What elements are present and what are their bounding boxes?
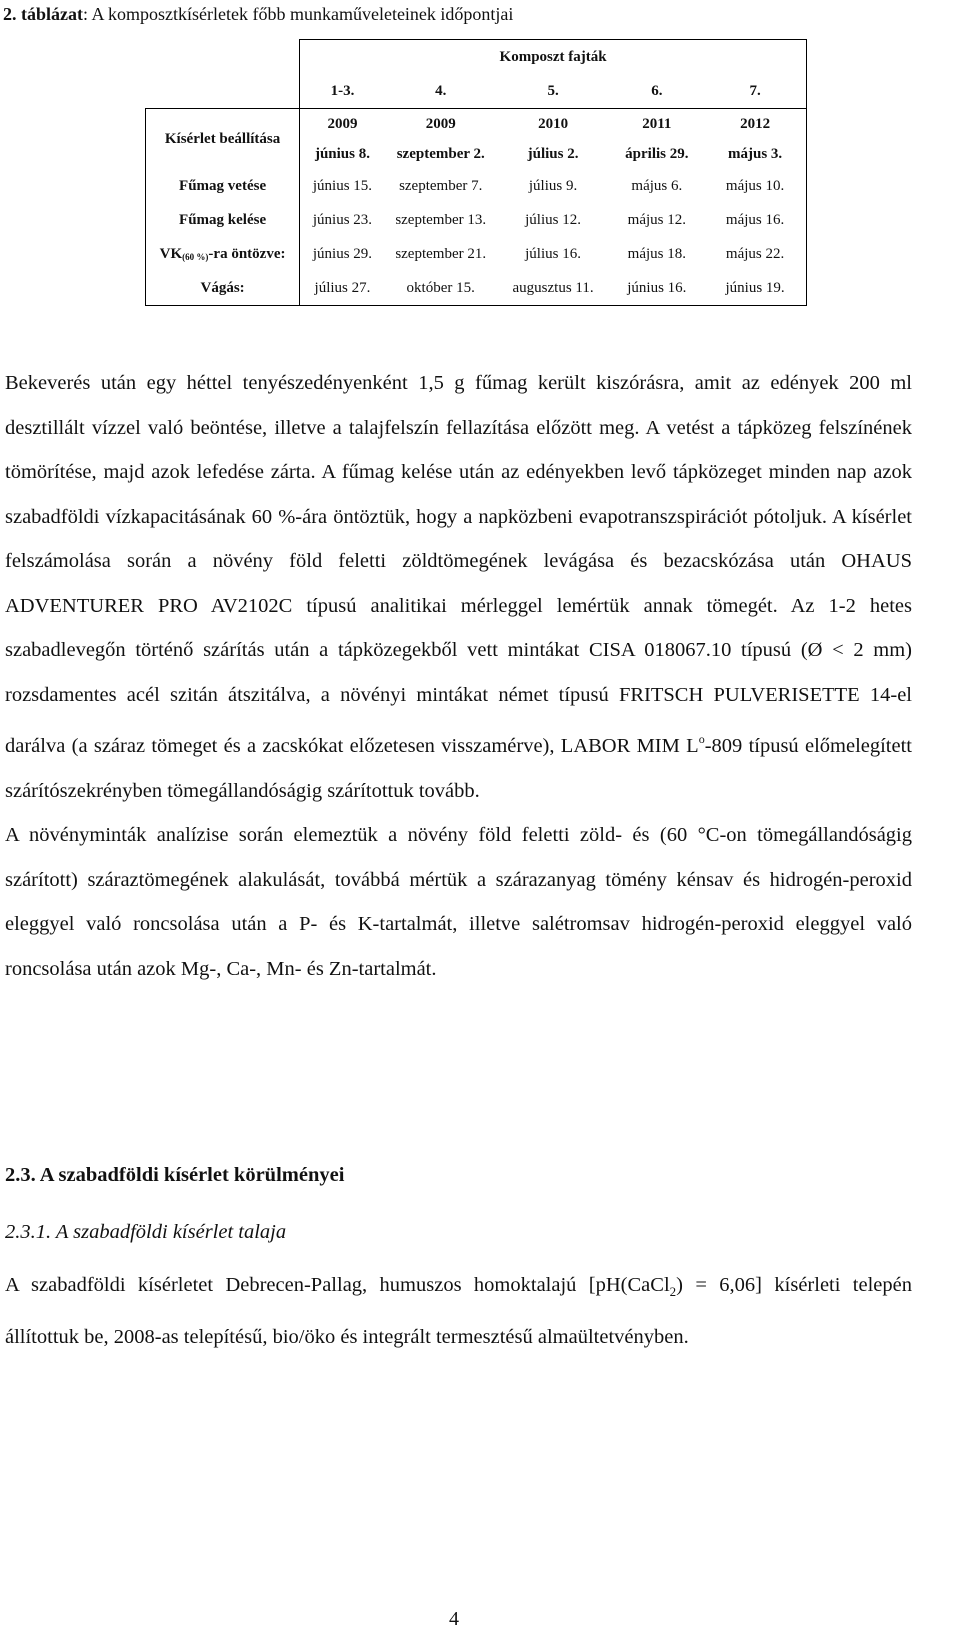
table-cell: július 12. [525,211,581,228]
setup-label: Kísérlet beállítása [146,109,300,170]
setup-date: szeptember 2. [396,145,485,162]
schedule-table [145,39,807,306]
setup-date: május 3. [704,139,806,169]
year-cell: 2012 [704,109,806,140]
row-label: Vágás: [146,271,300,306]
col-header: 5. [547,82,559,99]
table-cell: július 9. [528,177,578,194]
caption-label: 2. táblázat [3,4,83,24]
table-cell: július 27. [300,271,385,306]
table-caption [3,4,513,25]
row-label: VK(60 %)-ra öntözve: [146,237,300,271]
year-cell: 2009 [385,109,497,140]
row-label: Fűmag vetése [146,169,300,203]
page-number: 4 [449,1608,459,1630]
table-cell: május 6. [631,177,683,194]
table-cell: június 23. [300,203,385,237]
table-cell: május 16. [704,203,806,237]
setup-date: április 29. [625,145,689,162]
col-header: 4. [435,82,447,99]
paragraph-1: Bekeverés után egy héttel tenyészedényenként 1,5 g fűmag került kiszórásra, amit az edények 200 ml desztillált vízzel való beöntése, illetve a talajfelszín fellazítása előzött meg. A vetést a tápközeg felszínének tömörítése, majd azok lefedése zárta. A fűmag kelése után az edényekben levő tápközeget minden nap azok szabadföldi vízkapacitásának 60 %-ára öntöztük, hogy a napközbeni evapotranszspirációt pótoljuk. A kísérlet felszámolása során a növény föld feletti zöldtömegének levágása és bezacskózása után OHAUS ADVENTURER PRO AV2102C típusú analitikai mérleggel lemértük annak tömegét. Az 1-2 hetes szabadlevegőn történő szárítás után a tápközegekből vett mintákat CISA 018067.10 típusú (Ø < 2 mm) rozsdamentes acél szitán átszitálva, a növényi mintákat német típusú FRITSCH PULVERISETTE 14-el darálva (a száraz tömeget és a zacskókat előzetesen visszamérve), LABOR MIM $L^o-809$ típusú előmelegített szárítószekrényben tömegállandóságig szárítottuk tovább. [5,372,912,802]
paragraph-3: A szabadföldi kísérletet Debrecen-Pallag, humuszos homoktalajú [pH(CaCl$_2$) = 6,06] kísérleti telepén állítottuk be, 2008-as telepítésű, bio/öko és integrált termesztésű almaültetvényben. [5,1274,912,1348]
caption-text: : A komposztkísérletek főbb munkaműveleteinek időpontjai [83,4,514,24]
table-cell: szeptember 21. [395,245,487,262]
year-cell: 2010 [497,109,610,140]
col-header: 7. [704,74,806,109]
paragraph-2: A növényminták analízise során elemeztük a növény föld feletti zöld- és (60 °C-on tömegállandóságig szárított) száraztömegének alakulását, továbbá mértük a szárazanyag tömény kénsav és hidrogén-peroxid eleggyel való roncsolása után a P- és K-tartalmát, illetve salétromsav hidrogén-peroxid eleggyel való roncsolása után azok Mg-, Ca-, Mn- és Zn-tartalmát. [5,824,912,980]
subsection-heading: 2.3.1. A szabadföldi kísérlet talaja [5,1221,287,1243]
table-cell: május 12. [627,211,686,228]
year-cell: 2009 [300,109,385,140]
group-header: Komposzt fajták [300,40,807,75]
table-cell: május 18. [627,245,686,262]
row-label: Fűmag kelése [146,203,300,237]
table-cell: október 15. [385,271,497,306]
table-cell: augusztus 11. [497,271,610,306]
setup-date: július 2. [527,145,579,162]
year-cell: 2011 [609,109,704,140]
table-cell: szeptember 13. [395,211,487,228]
table-cell: június 29. [300,237,385,271]
col-header: 6. [651,82,663,99]
table-cell: május 10. [704,169,806,203]
setup-date: június 8. [300,139,385,169]
body-text [5,361,912,991]
table-cell: június 16. [609,271,704,306]
table-cell: május 22. [704,237,806,271]
col-header: 1-3. [300,74,385,109]
table-cell: szeptember 7. [399,177,483,194]
section-heading: 2.3. A szabadföldi kísérlet körülményei [5,1164,345,1186]
table-cell: június 19. [704,271,806,306]
table-cell: június 15. [300,169,385,203]
table-cell: július 16. [525,245,581,262]
